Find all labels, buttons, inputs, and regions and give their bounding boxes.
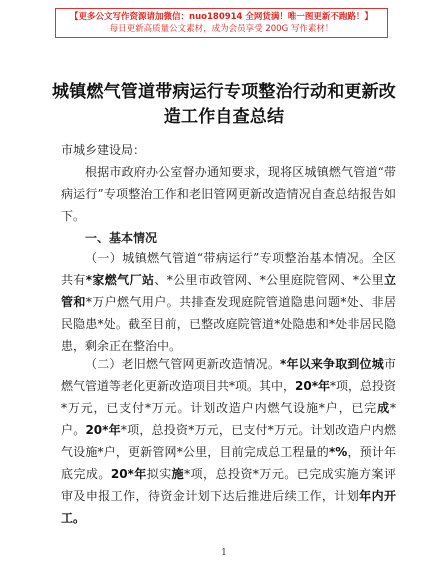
page-number: 1 — [221, 548, 227, 558]
paragraph-text: 拟实 — [146, 467, 172, 481]
paragraph-text: （一）城镇燃气管道“带病运行”专项整治基本情况。全区共有 — [61, 251, 396, 287]
paragraph-text: *项，总投资*万元，已支付*万元。计划改造户内燃气设施*户，更新管网*公里，目前完成总工程量的 — [61, 423, 396, 459]
paragraph-text: 市燃气管道等老化更新改造项目共*项。其中， — [61, 357, 396, 393]
paragraph-text: *项，总投资*万元。已完成实施方案评审及申报工作，待资金计划下达后推进后续工作，计划 — [61, 467, 396, 503]
bold-text: 立管和 — [61, 273, 396, 309]
bold-text: 20*年 — [110, 467, 147, 481]
bold-text: 20*年 — [295, 379, 330, 393]
bold-text: *家燃气厂站 — [85, 273, 155, 287]
bold-text: 20*年 — [85, 423, 121, 437]
bold-text: 施 — [171, 467, 185, 481]
bold-text: 成 — [377, 401, 390, 415]
paragraph-text: *户。 — [61, 401, 396, 437]
salutation: 市城乡建设局： — [61, 143, 146, 157]
section-heading-basic-situation: 一、基本情况 — [85, 231, 158, 245]
bold-text: *% — [328, 445, 348, 459]
promo-line-2: 每日更新高质量公文素材，成为会员享受 200G 写作素材！ — [109, 24, 334, 34]
promo-line-1: 【更多公文写作资源请加微信：nuo180914 全网货满！唯一图更新不跑路！】 — [70, 12, 373, 22]
paragraph-pipeline-renovation — [61, 353, 396, 529]
bold-text: *年以来争取到位城 — [280, 357, 384, 371]
paragraph-text: *万户燃气用户。共排查发现庭院管道隐患问题*处、非居民隐患*处。截至目前，已整改庭院管道*处隐患和*处非居民隐患，剩余正在整治中。 — [61, 295, 396, 353]
promo-banner — [55, 8, 388, 38]
document-title: 城镇燃气管道带病运行专项整治行动和更新改造工作自查总结 — [52, 82, 396, 127]
paragraph-text: ，预计年底完成。 — [61, 445, 396, 481]
intro-paragraph: 根据市政府办公室督办通知要求，现将区城镇燃气管道“带病运行”专项整治工作和老旧管网更新改造情况自查总结报告如下。 — [61, 165, 396, 223]
paragraph-text: （二）老旧燃气管网更新改造情况。 — [85, 357, 281, 371]
bold-text: 年内开工。 — [61, 489, 396, 525]
paragraph-text: *项，总投资*万元，已支付*万元。计划改造户内燃气设施*户，已完 — [61, 379, 397, 415]
paragraph-text: 、*公里市政管网、*公里庭院管网、*公里 — [154, 273, 384, 287]
paragraph-special-rectification — [61, 247, 396, 357]
